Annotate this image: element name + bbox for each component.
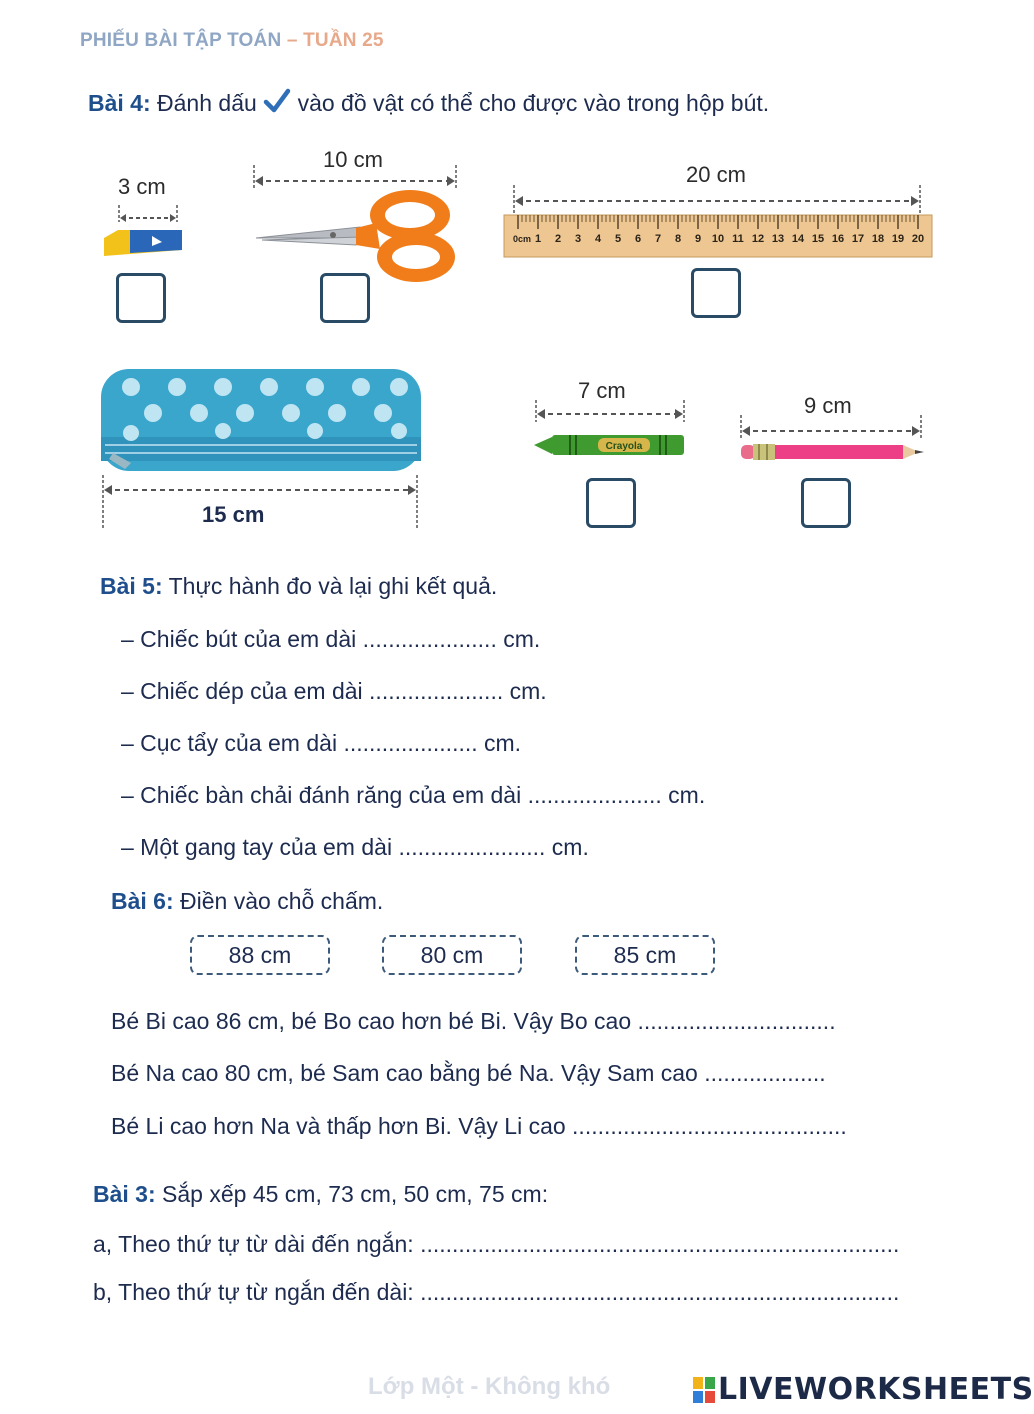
ruler-tick-label: 19 (891, 233, 905, 245)
ruler-tick-label: 5 (614, 233, 622, 245)
header-week: TUẦN 25 (303, 30, 384, 51)
ruler-tick-label: 10 (711, 233, 725, 245)
bai6-label: Bài 6: (111, 888, 174, 914)
crayon-image (530, 400, 695, 465)
footer-brand: LIVEWORKSHEETS (718, 1372, 1034, 1407)
scissors-length-label: 10 cm (323, 147, 383, 172)
ruler-tick-label: 13 (771, 233, 785, 245)
bai4-label: Bài 4: (88, 90, 151, 116)
bai3-label: Bài 3: (93, 1181, 156, 1207)
bai6-line-bo[interactable]: Bé Bi cao 86 cm, bé Bo cao hơn bé Bi. Vậy Bo cao ............................... (111, 1008, 836, 1034)
ruler-tick-label: 16 (831, 233, 845, 245)
eraser-checkbox[interactable] (116, 273, 166, 323)
ruler-tick-label: 20 (911, 233, 925, 245)
bai6-line-sam[interactable]: Bé Na cao 80 cm, bé Sam cao bằng bé Na. Vậy Sam cao ................... (111, 1060, 826, 1086)
crayon-length-label: 7 cm (578, 378, 626, 403)
scissors-image (248, 165, 463, 285)
ruler-tick-label: 15 (811, 233, 825, 245)
page-header (80, 30, 384, 52)
scissors-checkbox[interactable] (320, 273, 370, 323)
ruler-tick-label: 1 (534, 233, 542, 245)
ruler-tick-label: 6 (634, 233, 642, 245)
bai6-title-text: Điền vào chỗ chấm. (180, 888, 384, 914)
bai6-line-li[interactable]: Bé Li cao hơn Na và thấp hơn Bi. Vậy Li cao ........................................... (111, 1113, 847, 1139)
option-85cm[interactable]: 85 cm (575, 935, 715, 975)
crayon-brand: Crayola (605, 441, 643, 452)
footer-watermark: Lớp Một - Không khó (368, 1373, 611, 1400)
ruler-tick-label: 17 (851, 233, 865, 245)
ruler-tick-label: 4 (594, 233, 602, 245)
pencil-length-label: 9 cm (804, 393, 852, 418)
option-88cm[interactable]: 88 cm (190, 935, 330, 975)
bai4-text-before: Đánh dấu (157, 90, 264, 116)
bai3-title (93, 1181, 548, 1208)
liveworksheets-logo-icon (693, 1377, 715, 1403)
eraser-image (100, 200, 190, 265)
ruler-tick-label: 3 (574, 233, 582, 245)
bai5-label: Bài 5: (100, 573, 163, 599)
bai5-title-text: Thực hành đo và lại ghi kết quả. (168, 573, 498, 599)
bai4-text-after: vào đồ vật có thể cho được vào trong hộp bút. (297, 90, 770, 116)
pencil-case-length-label: 15 cm (202, 502, 265, 527)
ruler-tick-label: 9 (694, 233, 702, 245)
header-title: PHIẾU BÀI TẬP TOÁN (80, 30, 282, 51)
ruler-tick-label: 11 (732, 233, 744, 245)
bai5-line-handspan[interactable]: – Một gang tay của em dài ....................... cm. (121, 834, 589, 860)
header-separator: – (281, 30, 304, 51)
pencil-checkbox[interactable] (801, 478, 851, 528)
option-80cm[interactable]: 80 cm (382, 935, 522, 975)
ruler-tick-label: 12 (751, 233, 765, 245)
ruler-tick-label: 0cm (512, 234, 532, 244)
bai3-line-b[interactable]: b, Theo thứ tự từ ngắn đến dài: ........................................................................... (93, 1279, 900, 1305)
eraser-length-label: 3 cm (118, 174, 166, 199)
ruler-tick-label: 7 (654, 233, 662, 245)
ruler-tick-label: 18 (871, 233, 885, 245)
bai3-line-a[interactable]: a, Theo thứ tự từ dài đến ngắn: ........................................................................... (93, 1231, 900, 1257)
ruler-tick-label: 14 (791, 233, 805, 245)
bai5-line-pen[interactable]: – Chiếc bút của em dài ..................... cm. (121, 626, 541, 652)
bai5-line-eraser[interactable]: – Cục tẩy của em dài ..................... cm. (121, 730, 522, 756)
ruler-checkbox[interactable] (691, 268, 741, 318)
bai3-title-text: Sắp xếp 45 cm, 73 cm, 50 cm, 75 cm: (162, 1181, 549, 1207)
pencil-image (735, 415, 935, 470)
crayon-checkbox[interactable] (586, 478, 636, 528)
ruler-tick-label: 2 (554, 233, 562, 245)
checkmark-icon (263, 88, 291, 114)
bai5-line-slipper[interactable]: – Chiếc dép của em dài ..................... cm. (121, 678, 547, 704)
ruler-length-label: 20 cm (686, 162, 746, 187)
ruler-tick-label: 8 (674, 233, 682, 245)
bai5-title (100, 573, 497, 600)
ruler-image (500, 185, 940, 265)
bai5-line-toothbrush[interactable]: – Chiếc bàn chải đánh răng của em dài ..................... cm. (121, 782, 706, 808)
bai4-instruction (88, 88, 769, 117)
bai6-title (111, 888, 383, 915)
